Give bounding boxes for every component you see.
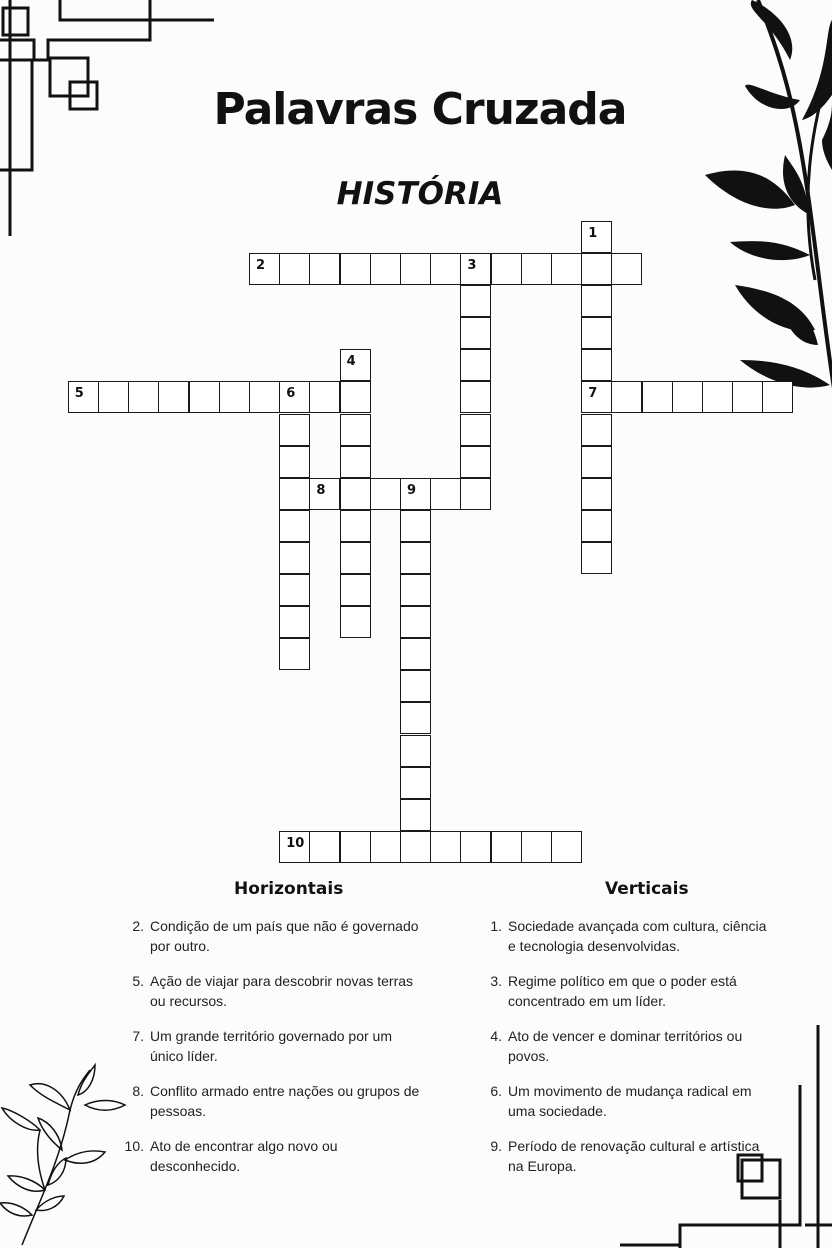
grid-cell[interactable] (521, 831, 552, 863)
grid-cell[interactable] (279, 542, 310, 574)
clue-text: Período de renovação cultural e artística na Europa. (508, 1138, 760, 1174)
grid-cell[interactable] (340, 574, 371, 606)
grid-cell[interactable] (400, 670, 431, 702)
clue-item (478, 1081, 778, 1121)
verticais-clue-list (478, 916, 778, 1191)
grid-cell[interactable] (460, 831, 491, 863)
clue-number: 5. (132, 973, 144, 989)
clue-item (478, 1026, 778, 1066)
grid-cell[interactable] (460, 253, 491, 285)
clue-number: 10. (124, 1138, 144, 1154)
grid-cell[interactable] (400, 253, 431, 285)
grid-cell[interactable] (340, 478, 371, 510)
grid-cell[interactable] (340, 414, 371, 446)
grid-cell[interactable] (702, 381, 733, 413)
grid-cell[interactable] (340, 542, 371, 574)
grid-cell[interactable] (581, 446, 612, 478)
clue-text: Um grande território governado por um único líder. (150, 1028, 393, 1064)
clue-number: 9. (490, 1138, 502, 1154)
horizontais-heading: Horizontais (234, 879, 344, 899)
page-subtitle: HISTÓRIA (336, 176, 504, 212)
clue-text: Um movimento de mudança radical em uma sociedade. (508, 1083, 752, 1119)
grid-cell[interactable] (370, 831, 401, 863)
clue-number: 7. (132, 1028, 144, 1044)
grid-cell[interactable] (581, 510, 612, 542)
grid-cell[interactable] (400, 831, 431, 863)
grid-cell[interactable] (491, 831, 522, 863)
grid-cell[interactable] (460, 285, 491, 317)
grid-cell[interactable] (219, 381, 250, 413)
grid-cell[interactable] (400, 735, 431, 767)
grid-cell[interactable] (279, 381, 310, 413)
cell-clue-number: 10 (286, 835, 305, 851)
grid-cell[interactable] (279, 606, 310, 638)
clue-text: Ato de encontrar algo novo ou desconhecido. (150, 1138, 338, 1174)
grid-cell[interactable] (642, 381, 673, 413)
grid-cell[interactable] (581, 381, 612, 413)
grid-cell[interactable] (249, 381, 280, 413)
grid-cell[interactable] (309, 253, 340, 285)
grid-cell[interactable] (430, 831, 461, 863)
grid-cell[interactable] (581, 285, 612, 317)
grid-cell[interactable] (370, 478, 401, 510)
grid-cell[interactable] (762, 381, 793, 413)
clue-item (120, 1026, 420, 1066)
clue-item (120, 1081, 420, 1121)
grid-cell[interactable] (309, 831, 340, 863)
cell-clue-number: 5 (74, 386, 84, 402)
grid-cell[interactable] (732, 381, 763, 413)
grid-cell[interactable] (400, 478, 431, 510)
grid-cell[interactable] (189, 381, 220, 413)
grid-cell[interactable] (340, 446, 371, 478)
clue-number: 2. (132, 918, 144, 934)
grid-cell[interactable] (460, 446, 491, 478)
clue-item (478, 1136, 778, 1176)
grid-cell[interactable] (611, 253, 642, 285)
clue-text: Conflito armado entre nações ou grupos de pessoas. (150, 1083, 420, 1119)
grid-cell[interactable] (581, 253, 612, 285)
cell-clue-number: 1 (588, 225, 598, 241)
grid-cell[interactable] (279, 831, 310, 863)
grid-cell[interactable] (430, 478, 461, 510)
grid-cell[interactable] (400, 542, 431, 574)
grid-cell[interactable] (400, 767, 431, 799)
grid-cell[interactable] (340, 253, 371, 285)
grid-cell[interactable] (551, 831, 582, 863)
grid-cell[interactable] (279, 253, 310, 285)
grid-cell[interactable] (581, 414, 612, 446)
cell-clue-number: 2 (256, 258, 266, 273)
grid-cell[interactable] (672, 381, 703, 413)
clue-number: 3. (490, 973, 502, 989)
grid-cell[interactable] (309, 478, 340, 510)
grid-cell[interactable] (249, 253, 280, 285)
grid-cell[interactable] (400, 510, 431, 542)
grid-cell[interactable] (279, 638, 310, 670)
clue-number: 6. (490, 1083, 502, 1099)
clue-text: Ação de viajar para descobrir novas terras ou recursos. (150, 973, 414, 1009)
verticais-heading: Verticais (605, 879, 689, 899)
grid-cell[interactable] (430, 253, 461, 285)
grid-cell[interactable] (340, 606, 371, 638)
grid-cell[interactable] (98, 381, 129, 413)
cell-clue-number: 9 (407, 482, 417, 498)
grid-cell[interactable] (581, 221, 612, 253)
grid-cell[interactable] (551, 253, 582, 285)
clue-text: Sociedade avançada com cultura, ciência e tecnologia desenvolvidas. (508, 918, 767, 954)
cell-clue-number: 4 (346, 354, 356, 370)
grid-cell[interactable] (340, 510, 371, 542)
cell-clue-number: 8 (316, 482, 326, 498)
grid-cell[interactable] (460, 317, 491, 349)
clue-item (120, 1136, 420, 1176)
grid-cell[interactable] (460, 381, 491, 413)
clue-text: Ato de vencer e dominar territórios ou povos. (508, 1028, 743, 1064)
grid-cell[interactable] (279, 446, 310, 478)
grid-cell[interactable] (581, 349, 612, 381)
grid-cell[interactable] (581, 317, 612, 349)
grid-cell[interactable] (460, 349, 491, 381)
clue-number: 8. (132, 1083, 144, 1099)
clue-item (120, 916, 420, 956)
grid-cell[interactable] (370, 253, 401, 285)
grid-cell[interactable] (340, 381, 371, 413)
grid-cell[interactable] (400, 574, 431, 606)
cell-clue-number: 6 (286, 386, 296, 402)
grid-cell[interactable] (460, 478, 491, 510)
page-title: Palavras Cruzada (213, 84, 627, 135)
grid-cell[interactable] (128, 381, 159, 413)
cell-clue-number: 3 (467, 258, 477, 273)
grid-cell[interactable] (309, 381, 340, 413)
clue-item (120, 971, 420, 1011)
grid-cell[interactable] (340, 349, 371, 381)
clue-text: Regime político em que o poder está concentrado em um líder. (508, 973, 737, 1009)
grid-cell[interactable] (279, 414, 310, 446)
grid-cell[interactable] (581, 478, 612, 510)
clue-number: 1. (490, 918, 502, 934)
grid-cell[interactable] (400, 638, 431, 670)
horizontais-clue-list (120, 916, 420, 1191)
grid-cell[interactable] (68, 381, 99, 413)
grid-cell[interactable] (279, 574, 310, 606)
grid-cell[interactable] (581, 542, 612, 574)
grid-cell[interactable] (400, 606, 431, 638)
clue-text: Condição de um país que não é governado por outro. (150, 918, 419, 954)
clue-item (478, 916, 778, 956)
grid-cell[interactable] (460, 414, 491, 446)
grid-cell[interactable] (400, 702, 431, 734)
grid-cell[interactable] (400, 799, 431, 831)
grid-cell[interactable] (279, 478, 310, 510)
grid-cell[interactable] (279, 510, 310, 542)
clue-number: 4. (490, 1028, 502, 1044)
grid-cell[interactable] (491, 253, 522, 285)
grid-cell[interactable] (521, 253, 552, 285)
clue-item (478, 971, 778, 1011)
grid-cell[interactable] (340, 831, 371, 863)
cell-clue-number: 7 (588, 386, 598, 402)
grid-cell[interactable] (611, 381, 642, 413)
grid-cell[interactable] (158, 381, 189, 413)
